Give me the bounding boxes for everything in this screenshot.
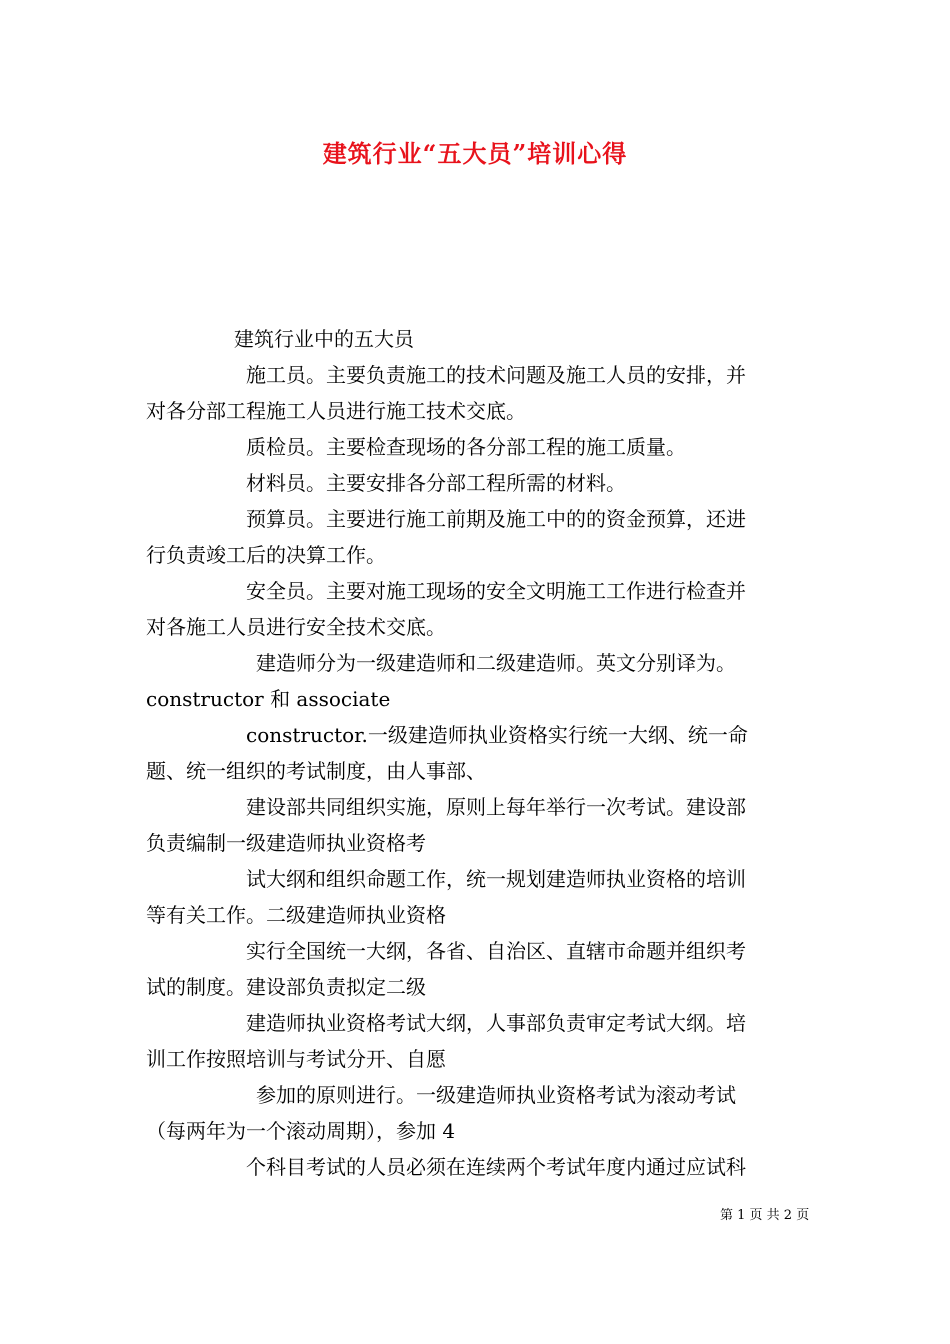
paragraph-line: 材料员。主要安排各分部工程所需的材料。 (246, 471, 626, 495)
document-title: 建筑行业“五大员”培训心得 (322, 139, 628, 168)
paragraph-line: 建筑行业中的五大员 (234, 327, 414, 351)
paragraph-line: 题、统一组织的考试制度，由人事部、 (146, 759, 486, 783)
paragraph-line: 对各施工人员进行安全技术交底。 (146, 615, 446, 639)
document-body (146, 321, 816, 1185)
paragraph-line: 实行全国统一大纲，各省、自治区、直辖市命题并组织考 (246, 939, 746, 963)
paragraph-line: 行负责竣工后的决算工作。 (146, 543, 386, 567)
paragraph-line: 试大纲和组织命题工作，统一规划建造师执业资格的培训 (246, 867, 746, 891)
paragraph-line: 建造师执业资格考试大纲，人事部负责审定考试大纲。培 (246, 1011, 746, 1035)
paragraph-line: 预算员。主要进行施工前期及施工中的的资金预算，还进 (246, 507, 746, 531)
paragraph-line: 试的制度。建设部负责拟定二级 (146, 975, 426, 999)
paragraph-line: 个科目考试的人员必须在连续两个考试年度内通过应试科 (246, 1155, 746, 1179)
paragraph-line: 质检员。主要检查现场的各分部工程的施工质量。 (246, 435, 686, 459)
paragraph-line: 建造师分为一级建造师和二级建造师。英文分别译为。 (256, 651, 736, 675)
paragraph-line: （每两年为一个滚动周期），参加 4 (146, 1119, 456, 1143)
paragraph-line: 等有关工作。二级建造师执业资格 (146, 903, 446, 927)
paragraph-line: constructor.一级建造师执业资格实行统一大纲、统一命 (246, 723, 748, 747)
paragraph-line: 负责编制一级建造师执业资格考 (146, 831, 426, 855)
paragraph-line: 训工作按照培训与考试分开、自愿 (146, 1047, 446, 1071)
paragraph-line: 安全员。主要对施工现场的安全文明施工工作进行检查并 (246, 579, 746, 603)
page-number-footer: 第 1 页 共 2 页 (720, 1208, 810, 1223)
paragraph-line: 对各分部工程施工人员进行施工技术交底。 (146, 399, 526, 423)
paragraph-line: constructor 和 associate (146, 687, 391, 711)
paragraph-line: 施工员。主要负责施工的技术问题及施工人员的安排，并 (246, 363, 746, 387)
paragraph-line: 建设部共同组织实施，原则上每年举行一次考试。建设部 (246, 795, 746, 819)
paragraph-line: 参加的原则进行。一级建造师执业资格考试为滚动考试 (256, 1083, 736, 1107)
